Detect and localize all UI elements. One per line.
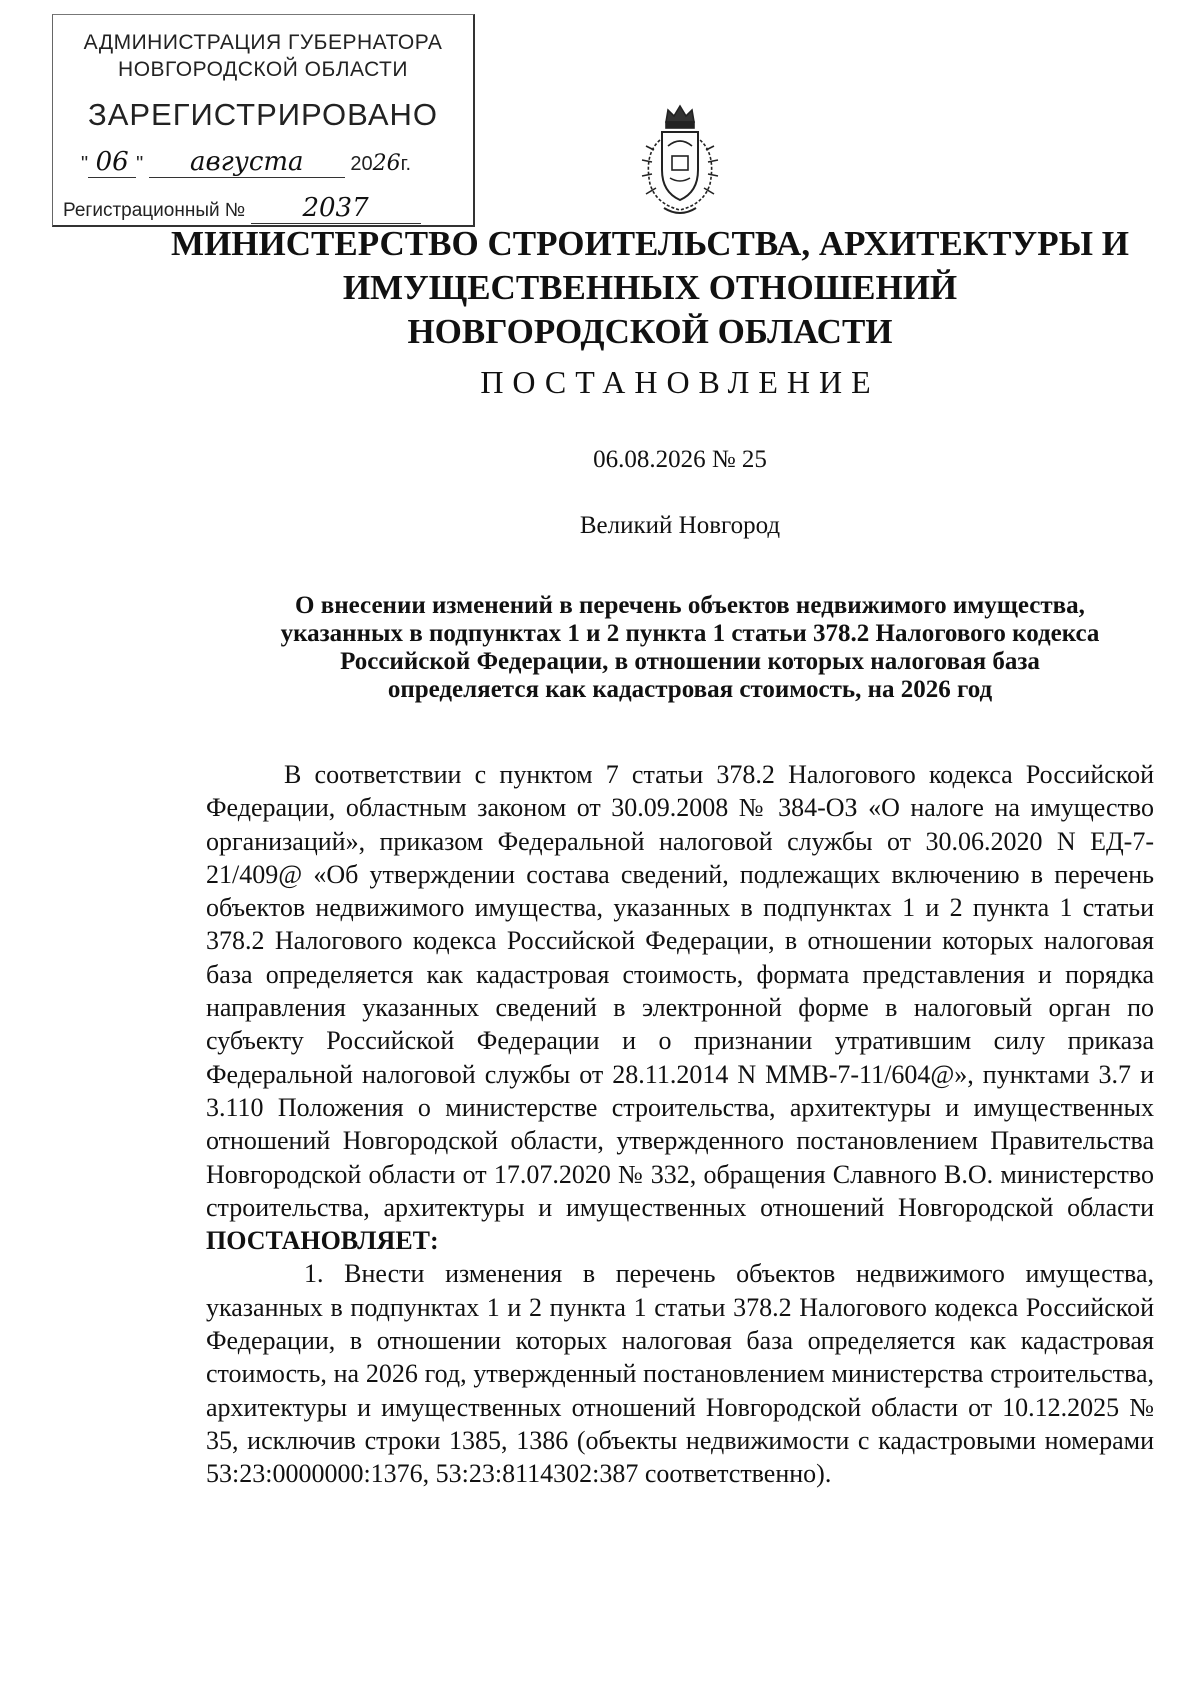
- document-place: Великий Новгород: [579, 512, 781, 539]
- document-type: ПОСТАНОВЛЕНИЕ: [480, 364, 880, 400]
- stamp-registered: ЗАРЕГИСТРИРОВАНО: [87, 97, 438, 132]
- subject-line: определяется как кадастровая стоимость, на 2026 год: [387, 676, 993, 703]
- stamp-month: августа: [149, 147, 345, 178]
- stamp-reg-number-line: [63, 193, 463, 224]
- ministry-title-line: МИНИСТЕРСТВО СТРОИТЕЛЬСТВА, АРХИТЕКТУРЫ И: [171, 224, 1129, 263]
- resolves-word: ПОСТАНОВЛЯЕТ:: [206, 1226, 439, 1256]
- ministry-title-line: ИМУЩЕСТВЕННЫХ ОТНОШЕНИЙ: [342, 268, 958, 307]
- stamp-date-line: " 06 " августа 2026г.: [81, 147, 412, 177]
- subject-line: указанных в подпунктах 1 и 2 пункта 1 статьи 378.2 Налогового кодекса: [280, 620, 1100, 647]
- document-subject: [190, 592, 1190, 704]
- ministry-title-line: НОВГОРОДСКОЙ ОБЛАСТИ: [407, 312, 893, 351]
- stamp-reg-number: 2037: [251, 193, 421, 224]
- document-body: [206, 758, 1154, 1491]
- preamble-text: В соответствии с пунктом 7 статьи 378.2 Налогового кодекса Российской Федерации, областным законом от 30.09.2008 № 384-ОЗ «О налоге на имущество организаций», приказом Федеральной налоговой службы от 30.06.2020 N ЕД-7-21/409@ «Об утверждении состава сведений, подлежащих включению в перечень объектов недвижимого имущества, указанных в подпунктах 1 и 2 пункта 1 статьи 378.2 Налогового кодекса Российской Федерации, в отношении которых налоговая база определяется как кадастровая стоимость, формата представления и порядка направления указанных сведений в электронной форме в налоговый орган по субъекту Российской Федерации и о признании утратившим силу приказа Федеральной налоговой службы от 28.11.2014 N ММВ-7-11/604@», пунктами 3.7 и 3.110 Положения о министерстве строительства, архитектуры и имущественных отношений Новгородской области, утвержденного постановлением Правительства Новгородской области от 17.07.2020 № 332, обращения Славного В.О. министерство строительства, архитектуры и имущественных отношений Новгородской области: [206, 760, 1154, 1222]
- subject-line: Российской Федерации, в отношении которых налоговая база: [340, 648, 1040, 675]
- stamp-line-1: АДМИНИСТРАЦИЯ ГУБЕРНАТОРА: [83, 31, 443, 54]
- stamp-reg-label: Регистрационный №: [63, 200, 246, 221]
- stamp-year-suffix: 26: [372, 151, 401, 176]
- document-date-number: 06.08.2026 № 25: [593, 446, 767, 473]
- stamp-year-prefix: 20: [350, 153, 373, 175]
- coat-of-arms-icon: [632, 100, 728, 220]
- ministry-title: [150, 222, 1150, 354]
- subject-line: О внесении изменений в перечень объектов недвижимого имущества,: [295, 592, 1085, 619]
- stamp-line-2: НОВГОРОДСКОЙ ОБЛАСТИ: [118, 58, 408, 81]
- clause-1-paragraph: 1. Внести изменения в перечень объектов недвижимого имущества, указанных в подпунктах 1 и 2 пункта 1 статьи 378.2 Налогового кодекса Российской Федерации, в отношении которых налоговая база определяется как кадастровая стоимость, на 2026 год, утвержденный постановлением министерства строительства, архитектуры и имущественных отношений Новгородской области от 10.12.2025 № 35, исключив строки 1385, 1386 (объекты недвижимости с кадастровыми номерами 53:23:0000000:1376, 53:23:8114302:387 соответственно).: [206, 1259, 1154, 1489]
- preamble-paragraph: [206, 758, 1154, 1257]
- stamp-day: 06: [88, 147, 136, 178]
- registration-stamp: [52, 14, 475, 227]
